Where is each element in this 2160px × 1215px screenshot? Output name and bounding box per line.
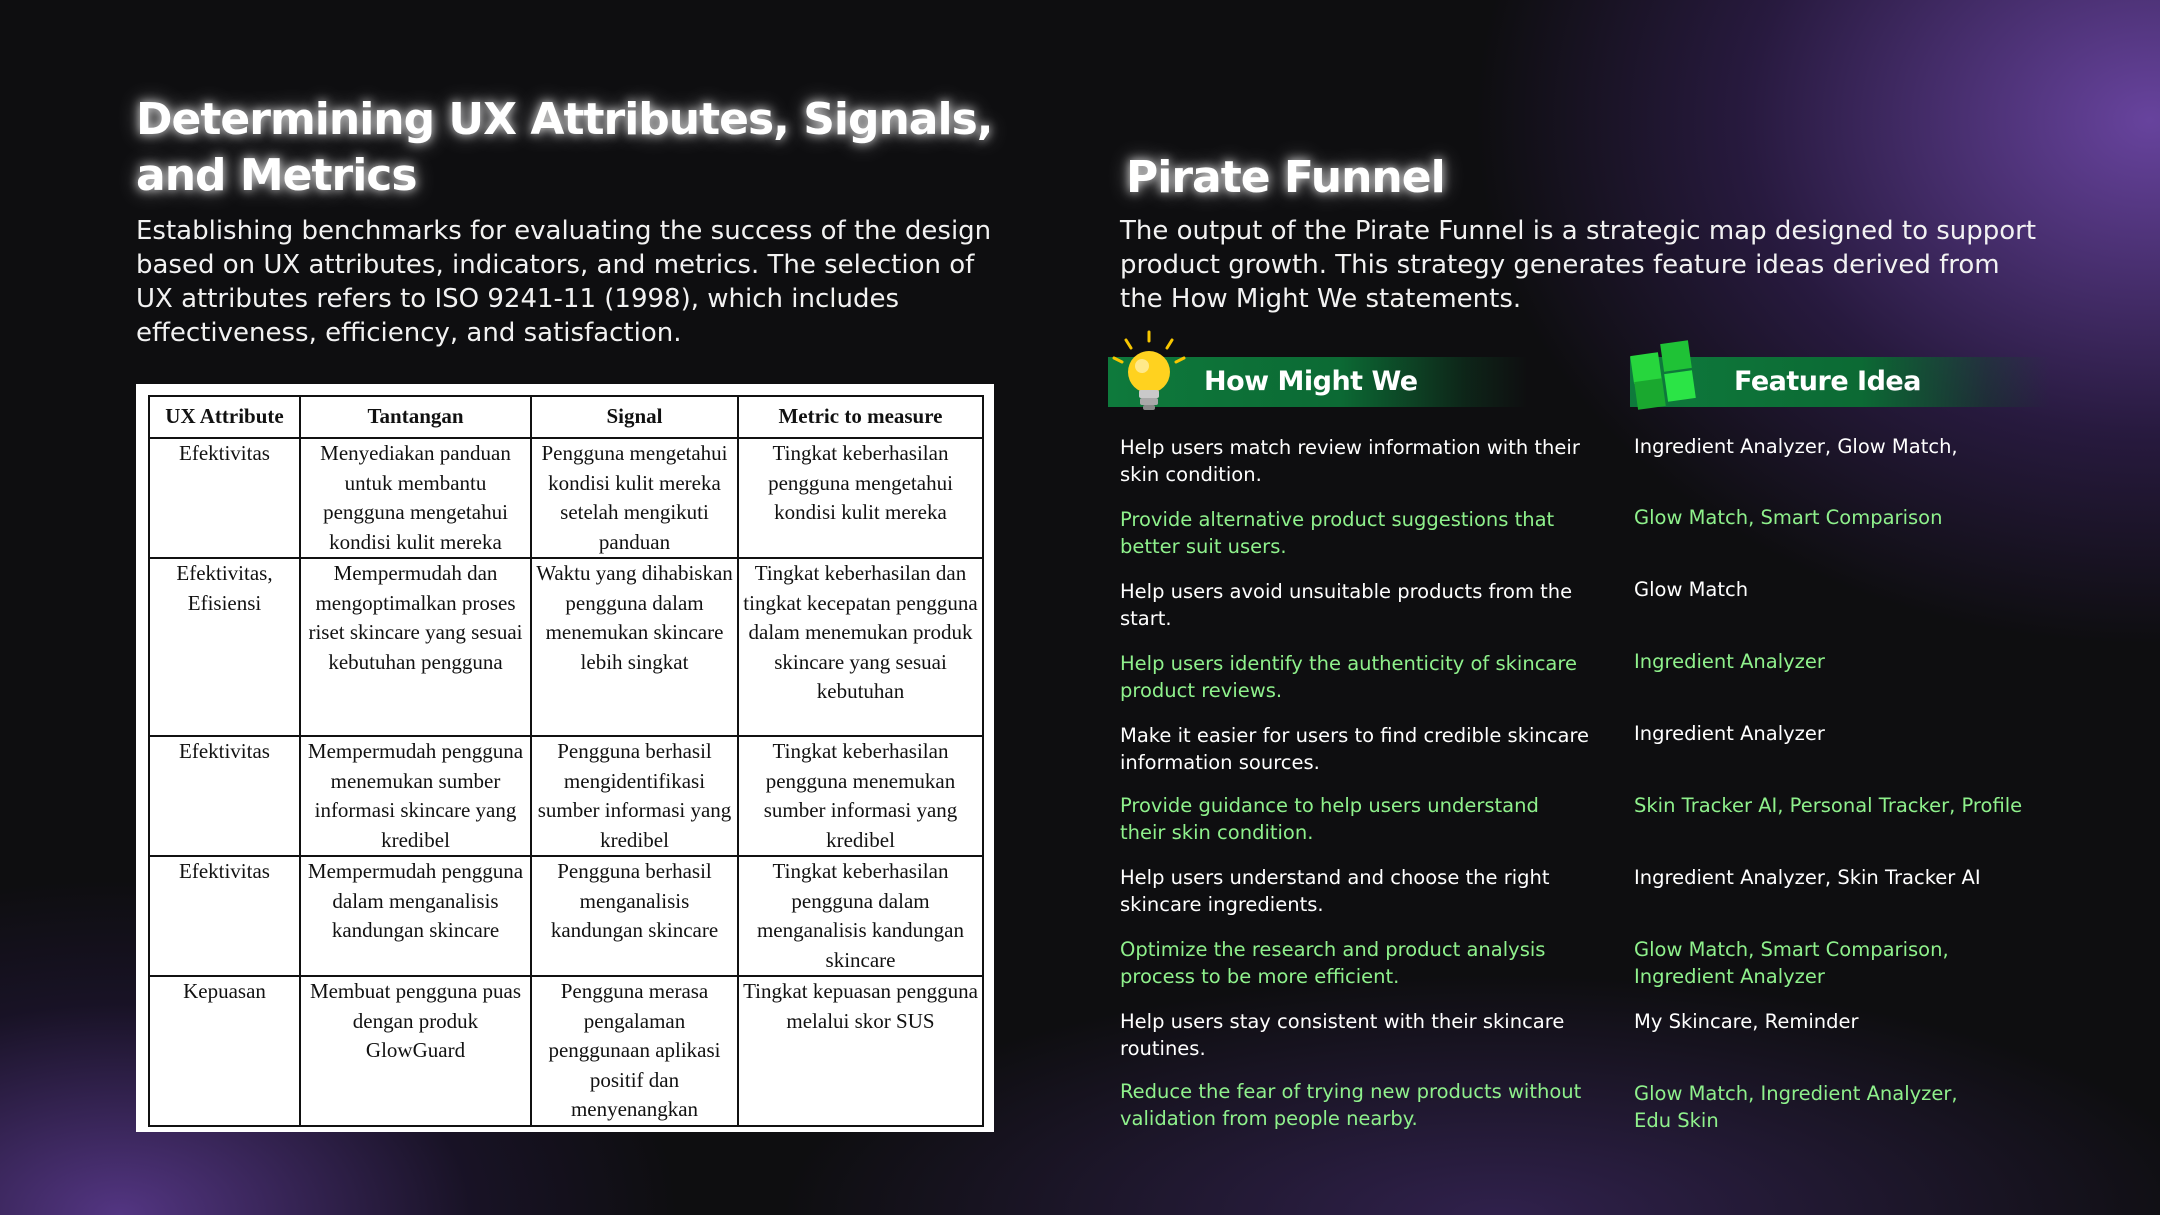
cell-attribute: Efektivitas: [149, 736, 300, 856]
feature-item: Ingredient Analyzer: [1634, 722, 1825, 745]
grid-blocks-icon: [1630, 340, 1700, 410]
table-header-row: [149, 396, 983, 438]
feature-item: Ingredient Analyzer, Glow Match,: [1634, 435, 1958, 458]
feature-item: Ingredient Analyzer, Skin Tracker AI: [1634, 866, 1981, 889]
feature-item: My Skincare, Reminder: [1634, 1010, 1859, 1033]
feature-item: Ingredient Analyzer: [1634, 650, 1825, 673]
hmw-item: Make it easier for users to find credible skincare information sources.: [1120, 724, 1590, 774]
cell-signal: Pengguna berhasil menganalisis kandungan skincare: [531, 856, 738, 976]
page-title-ux-attributes: [136, 92, 1036, 204]
hmw-item: Provide alternative product suggestions that better suit users.: [1120, 508, 1555, 558]
pirate-funnel-description: The output of the Pirate Funnel is a strategic map designed to support product growth. This strategy generates feature ideas derived from the How Might We statements.: [1120, 216, 2037, 314]
feature-idea-heading: Feature Idea: [1734, 366, 1921, 397]
cell-signal: Pengguna merasa pengalaman penggunaan aplikasi positif dan menyenangkan: [531, 976, 738, 1126]
cell-attribute: Kepuasan: [149, 976, 300, 1126]
cell-tantangan: Mempermudah pengguna menemukan sumber informasi skincare yang kredibel: [300, 736, 531, 856]
table-row: [149, 856, 983, 976]
cell-metric: Tingkat keberhasilan pengguna mengetahui kondisi kulit mereka: [738, 438, 983, 558]
cell-tantangan: Membuat pengguna puas dengan produk GlowGuard: [300, 976, 531, 1126]
ux-description: Establishing benchmarks for evaluating the success of the design based on UX attributes, indicators, and metrics. The selection of UX attributes refers to ISO 9241-11 (1998), which includes effectiveness, efficiency, and satisfaction.: [136, 216, 992, 348]
cell-metric: Tingkat keberhasilan dan tingkat kecepatan pengguna dalam menemukan produk skincare yang sesuai kebutuhan: [738, 558, 983, 736]
lightbulb-icon: [1106, 330, 1192, 416]
hmw-item: Help users identify the authenticity of skincare product reviews.: [1120, 652, 1577, 702]
hmw-item: Help users understand and choose the right skincare ingredients.: [1120, 866, 1550, 916]
hmw-item: Optimize the research and product analysis process to be more efficient.: [1120, 938, 1546, 988]
feature-item: Glow Match: [1634, 578, 1749, 601]
table-row: [149, 558, 983, 736]
cell-tantangan: Mempermudah pengguna dalam menganalisis kandungan skincare: [300, 856, 531, 976]
header-metric: Metric to measure: [738, 396, 983, 438]
ux-attribute-table: [148, 395, 984, 1127]
hmw-item: Help users stay consistent with their skincare routines.: [1120, 1010, 1565, 1060]
feature-item: Glow Match, Smart Comparison: [1634, 506, 1943, 529]
cell-signal: Pengguna mengetahui kondisi kulit mereka setelah mengikuti panduan: [531, 438, 738, 558]
table-row: [149, 438, 983, 558]
cell-metric: Tingkat keberhasilan pengguna dalam menganalisis kandungan skincare: [738, 856, 983, 976]
feature-item: Skin Tracker AI, Personal Tracker, Profile: [1634, 794, 2023, 817]
hmw-item: Reduce the fear of trying new products without validation from people nearby.: [1120, 1080, 1582, 1130]
cell-metric: Tingkat kepuasan pengguna melalui skor SUS: [738, 976, 983, 1126]
header-ux-attribute: UX Attribute: [149, 396, 300, 438]
title-line-2: and Metrics: [136, 150, 417, 201]
header-signal: Signal: [531, 396, 738, 438]
table-row: [149, 976, 983, 1126]
cell-attribute: Efektivitas: [149, 856, 300, 976]
cell-attribute: Efektivitas, Efisiensi: [149, 558, 300, 736]
cell-tantangan: Menyediakan panduan untuk membantu pengguna mengetahui kondisi kulit mereka: [300, 438, 531, 558]
hmw-item: Help users avoid unsuitable products from the start.: [1120, 580, 1573, 630]
title-line-1: Determining UX Attributes, Signals,: [136, 94, 993, 145]
cell-attribute: Efektivitas: [149, 438, 300, 558]
cell-signal: Waktu yang dihabiskan pengguna dalam menemukan skincare lebih singkat: [531, 558, 738, 736]
cell-tantangan: Mempermudah dan mengoptimalkan proses riset skincare yang sesuai kebutuhan pengguna: [300, 558, 531, 736]
header-tantangan: Tantangan: [300, 396, 531, 438]
pirate-funnel-title: Pirate Funnel: [1126, 152, 1445, 203]
feature-item: Glow Match, Ingredient Analyzer, Edu Skin: [1634, 1082, 1958, 1132]
ux-attribute-table-card: [136, 384, 994, 1132]
cell-signal: Pengguna berhasil mengidentifikasi sumber informasi yang kredibel: [531, 736, 738, 856]
how-might-we-heading: How Might We: [1204, 366, 1418, 397]
cell-metric: Tingkat keberhasilan pengguna menemukan sumber informasi yang kredibel: [738, 736, 983, 856]
hmw-item: Help users match review information with their skin condition.: [1120, 436, 1580, 486]
table-row: [149, 736, 983, 856]
feature-item: Glow Match, Smart Comparison, Ingredient Analyzer: [1634, 938, 1949, 988]
hmw-item: Provide guidance to help users understand their skin condition.: [1120, 794, 1539, 844]
